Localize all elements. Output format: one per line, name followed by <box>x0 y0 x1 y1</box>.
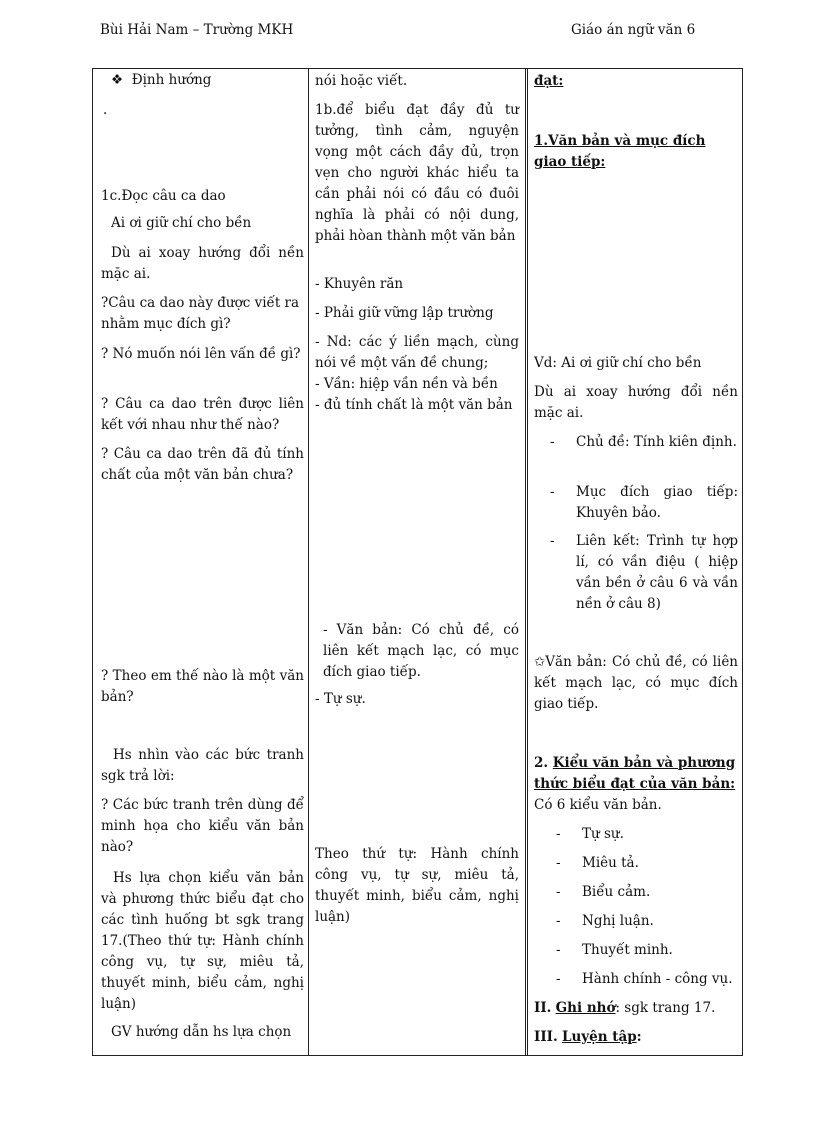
practice-line: III. Luyện tập: <box>534 1029 642 1045</box>
col2-text: - Nd: các ý liền mạch, cùng nói về một vấn đề chung; <box>315 334 519 371</box>
col3-heading: đạt: <box>534 73 564 89</box>
col3-text: Có 6 kiểu văn bản. <box>534 797 662 813</box>
col1-text: Dù ai xoay hướng đổi nền mặc ai. <box>101 245 304 282</box>
header-right: Giáo án ngữ văn 6 <box>571 22 696 38</box>
col3-text: Vd: Ai ơi giữ chí cho bền <box>534 355 702 371</box>
col1-text: GV hướng dẫn hs lựa chọn <box>111 1024 292 1040</box>
section-heading-2: 2. Kiểu văn bản và phương thức biểu đạt của văn bản: <box>534 755 736 792</box>
col2-text: nói hoặc viết. <box>315 73 408 89</box>
col2-text: - Khuyên răn <box>315 276 404 292</box>
col1-question: ? Theo em thế nào là một văn bản? <box>101 668 304 705</box>
col1-text: Hs nhìn vào các bức tranh sgk trả lời: <box>101 747 304 784</box>
col2-text: - Vần: hiệp vần nền và bền <box>315 376 498 392</box>
list-item: - Mục đích giao tiếp: Khuyên bảo. <box>550 484 738 521</box>
list-item: - Nghị luận. <box>556 913 654 929</box>
section-heading-1: 1.Văn bản và mục đích giao tiếp: <box>534 133 706 170</box>
list-item: - Chủ đề: Tính kiên định. <box>550 434 737 450</box>
list-item: - Liên kết: Trình tự hợp lí, có vần điệu ( hiệp vần bền ở câu 6 và vần nền ở câu 8) <box>550 533 738 612</box>
col1-question: ? Nó muốn nói lên vấn đề gì? <box>101 346 301 362</box>
list-item: - Biểu cảm. <box>556 884 651 900</box>
col2-text: - Tự sự. <box>315 691 366 707</box>
dot-mark: . <box>103 102 108 118</box>
col1-question: ? Các bức tranh trên dùng để minh họa cho kiểu văn bản nào? <box>101 797 304 855</box>
lesson-table <box>92 68 743 1056</box>
list-item: - Tự sự. <box>556 826 624 842</box>
diamond-bullet-icon: ❖ <box>111 72 124 88</box>
col1-question: ? Câu ca dao trên đã đủ tính chất của một văn bản chưa? <box>101 446 304 483</box>
orientation-heading: ❖ Định hướng <box>111 72 212 88</box>
col1-question: ? Câu ca dao trên được liên kết với nhau như thế nào? <box>101 396 304 433</box>
col2-text: - đủ tính chất là một văn bản <box>315 397 513 413</box>
memo-line: II. Ghi nhớ: sgk trang 17. <box>534 1000 716 1016</box>
list-item: - Miêu tả. <box>556 855 639 871</box>
col2-text: 1b.để biểu đạt đầy đủ tư tưởng, tình cảm, nguyện vọng một cách đầy đủ, trọn vẹn cho người khác hiểu ta cần phải nói có đầu có đuôi nghĩa là phải có nội dung, phải hòan thành một văn bản <box>315 102 519 244</box>
column-divider <box>527 69 528 1055</box>
header-left: Bùi Hải Nam – Trường MKH <box>100 22 294 38</box>
col1-text: Ai ơi giữ chí cho bền <box>111 215 252 231</box>
col2-text: - Văn bản: Có chủ đề, có liên kết mạch lạc, có mục đích giao tiếp. <box>323 622 519 680</box>
col2-text: Theo thứ tự: Hành chính công vụ, tự sự, miêu tả, thuyết minh, biểu cảm, nghị luận) <box>315 846 519 925</box>
column-divider <box>525 69 526 1055</box>
col3-text: ✩Văn bản: Có chủ đề, có liên kết mạch lạc, có mục đích giao tiếp. <box>534 654 738 712</box>
col2-text: - Phải giữ vững lập trường <box>315 305 494 321</box>
col3-text: Dù ai xoay hướng đổi nền mặc ai. <box>534 384 738 421</box>
list-item: - Thuyết minh. <box>556 942 673 958</box>
col1-question: ?Câu ca dao này được viết ra nhằm mục đích gì? <box>101 295 300 332</box>
col1-text: Hs lựa chọn kiểu văn bản và phương thức biểu đạt cho các tình huống bt sgk trang 17.(Theo thứ tự: Hành chính công vụ, tự sự, miêu tả, thuyết minh, biểu cảm, nghị luận) <box>101 870 304 1012</box>
list-item: - Hành chính - công vụ. <box>556 971 733 987</box>
column-divider <box>308 69 309 1055</box>
col1-text: 1c.Đọc câu ca dao <box>101 188 226 204</box>
